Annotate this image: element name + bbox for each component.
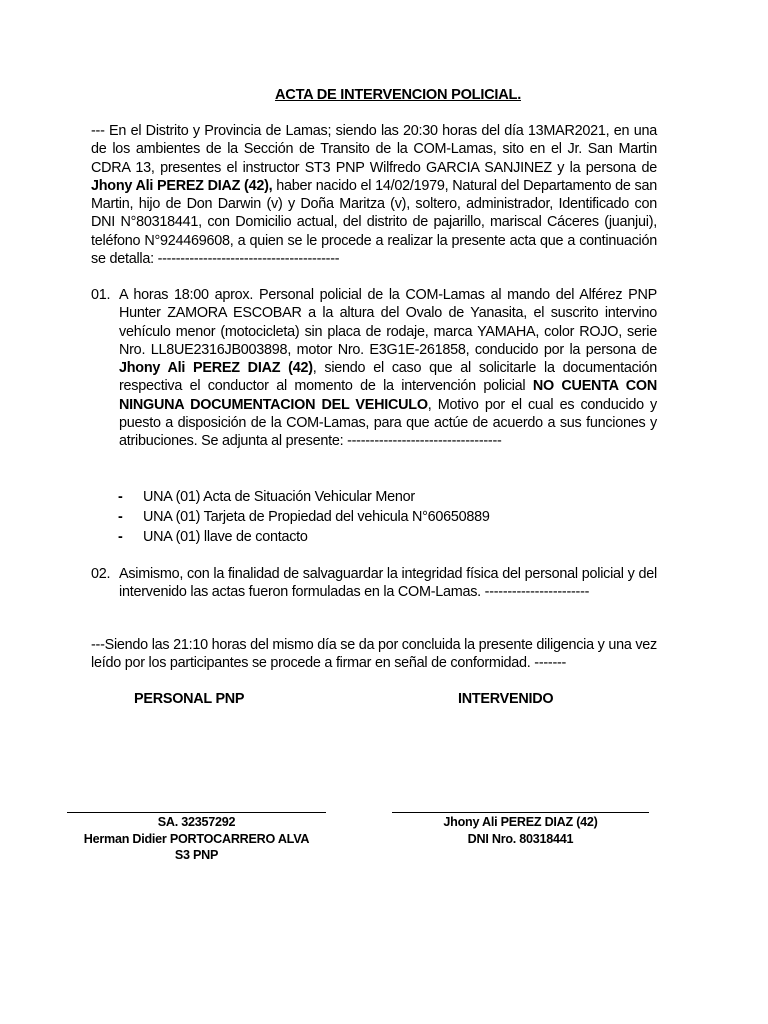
bullet-dash: - (118, 529, 123, 545)
attachment-text: UNA (01) llave de contacto (143, 529, 308, 545)
attachment-item (118, 527, 490, 547)
item-01-notice: NO CUENTA CON NINGUNA DOCUMENTACION DEL VEHICULO (119, 378, 657, 413)
item-01 (91, 286, 657, 451)
document-title: ACTA DE INTERVENCION POLICIAL. (274, 87, 521, 103)
signature-pnp-rank: S3 PNP (174, 848, 219, 862)
signature-heading-intervenido: INTERVENIDO (458, 691, 554, 707)
signature-pnp-name: Herman Didier PORTOCARRERO ALVA (83, 831, 310, 846)
attachment-item (118, 487, 490, 507)
item-01-person-name: Jhony Ali PEREZ DIAZ (42) (119, 360, 313, 377)
signature-block-pnp (67, 814, 326, 864)
intro-person-name: Jhony Ali PEREZ DIAZ (42), (91, 177, 273, 194)
intro-text-part1: --- En el Distrito y Provincia de Lamas; siendo las 20:30 horas del día 13MAR2021, en una de los ambientes de la Sección de Transito de la COM-Lamas, sito en el Jr. San Martin CDRA 13, presentes el instructor ST3 PNP Wilfredo GARCIA SANJINEZ y la persona de (91, 123, 657, 176)
item-01-part2: , siendo el caso que al solicitarle la documentación respectiva el conductor al momento de la intervención policial (119, 360, 657, 395)
item-02-text: Asimismo, con la finalidad de salvaguardar la integridad física del personal policial y del intervenido las actas fueron formuladas en la COM-Lamas. ----------------------- (119, 566, 657, 601)
item-01-text (119, 286, 657, 451)
signature-heading-pnp: PERSONAL PNP (134, 691, 245, 707)
closing-paragraph: ---Siendo las 21:10 horas del mismo día se da por concluida la presente diligencia y una vez leído por los participantes se procede a firmar en señal de conformidad. ------- (91, 637, 657, 672)
signature-intervenido-name: Jhony Ali PEREZ DIAZ (42) (443, 815, 598, 829)
attachment-text: UNA (01) Tarjeta de Propiedad del vehicula N°60650889 (143, 509, 490, 525)
item-02-number: 02. (91, 566, 111, 582)
item-01-part3: , Motivo por el cual es conducido y puesto a disposición de la COM-Lamas, para que actúe de acuerdo a sus funciones y atribuciones. Se adjunta al presente: ---------------------------------- (119, 396, 657, 450)
attachment-text: UNA (01) Acta de Situación Vehicular Menor (143, 489, 415, 505)
intro-text-part2: haber nacido el 14/02/1979, Natural del Departamento de san Martin, hijo de Don Darwin (v) y Doña Maritza (v), soltero, administrador, Identificado con DNI N°80318441, con Domicilio actual, del distrito de pajarillo, mariscal Cáceres (juanjui), teléfono N°924469608, a quien se le procede a realizar la presente acta que a continuación se detalla: ---------------------------------------- (91, 177, 657, 268)
intro-paragraph (91, 122, 657, 268)
bullet-dash: - (118, 509, 123, 525)
signature-pnp-id: SA. 32357292 (157, 815, 236, 829)
signature-line-intervenido (392, 812, 649, 813)
bullet-dash: - (118, 489, 123, 505)
attachments-list (118, 487, 490, 547)
signature-line-pnp (67, 812, 326, 813)
item-01-number: 01. (91, 287, 111, 303)
signature-block-intervenido (392, 814, 649, 847)
item-02 (91, 565, 657, 602)
attachment-item (118, 507, 490, 527)
signature-intervenido-dni: DNI Nro. 80318441 (467, 831, 574, 846)
item-01-part1: A horas 18:00 aprox. Personal policial de la COM-Lamas al mando del Alférez PNP Hunter ZAMORA ESCOBAR a la altura del Ovalo de Yanasita, el suscrito intervino vehículo menor (motocicleta) sin placa de rodaje, marca YAMAHA, color ROJO, serie Nro. LL8UE2316JB003898, motor Nro. E3G1E-261858, conducido por la persona de (119, 287, 657, 358)
